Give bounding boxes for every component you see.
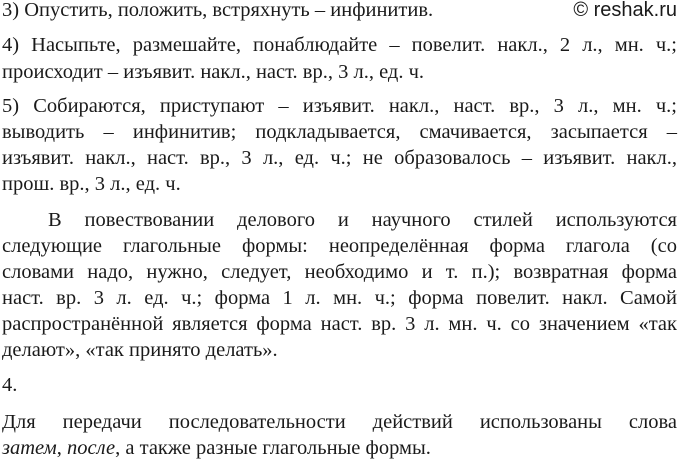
italic-word-zatem: затем xyxy=(2,437,57,459)
answer-item-5-line-3: изъявит. накл., наст. вр., 3 л., ед. ч.; не образовалось – изъявит. накл., xyxy=(2,147,677,169)
paragraph-line-4: наст. вр. 3 л. ед. ч.; форма 1 л. мн. ч.; форма повелит. накл. Самой xyxy=(2,287,677,309)
answer-item-4-line-2: происходит – изъявит. накл., наст. вр., 3 л., ед. ч. xyxy=(2,61,425,83)
answer-item-5-line-2: выводить – инфинитив; подкладывается, смачивается, засыпается – xyxy=(2,121,677,143)
paragraph-line-6: делают», «так принято делать». xyxy=(2,339,278,361)
watermark: © reshak.ru xyxy=(573,0,677,21)
answer-item-5-line-4: прош. вр., 3 л., ед. ч. xyxy=(2,173,181,195)
answer-item-5-line-1: 5) Собираются, приступают – изъявит. накл., наст. вр., 3 л., мн. ч.; xyxy=(2,95,677,117)
answer-item-4-line-1: 4) Насыпьте, размешайте, понаблюдайте – повелит. накл., 2 л., мн. ч.; xyxy=(2,34,677,56)
paragraph-line-5: распространённой является форма наст. вр. 3 л. мн. ч. со значением «так xyxy=(2,313,677,335)
section-4-line-1: Для передачи последовательности действий использованы слова xyxy=(2,411,677,433)
separator: , xyxy=(56,437,67,459)
section-4-line-2-rest: , а также разные глагольные формы. xyxy=(115,437,431,459)
section-number: 4. xyxy=(2,374,18,396)
paragraph-line-1: В повествовании делового и научного стилей используются xyxy=(48,209,677,231)
paragraph-line-2: следующие глагольные формы: неопределённая форма глагола (со xyxy=(2,235,677,257)
paragraph-line-3: словами надо, нужно, следует, необходимо и т. п.); возвратная форма xyxy=(2,261,677,283)
italic-word-posle: после xyxy=(66,437,116,459)
answer-item-3: 3) Опустить, положить, встряхнуть – инфинитив. xyxy=(2,0,434,21)
section-4-line-2 xyxy=(2,436,677,461)
